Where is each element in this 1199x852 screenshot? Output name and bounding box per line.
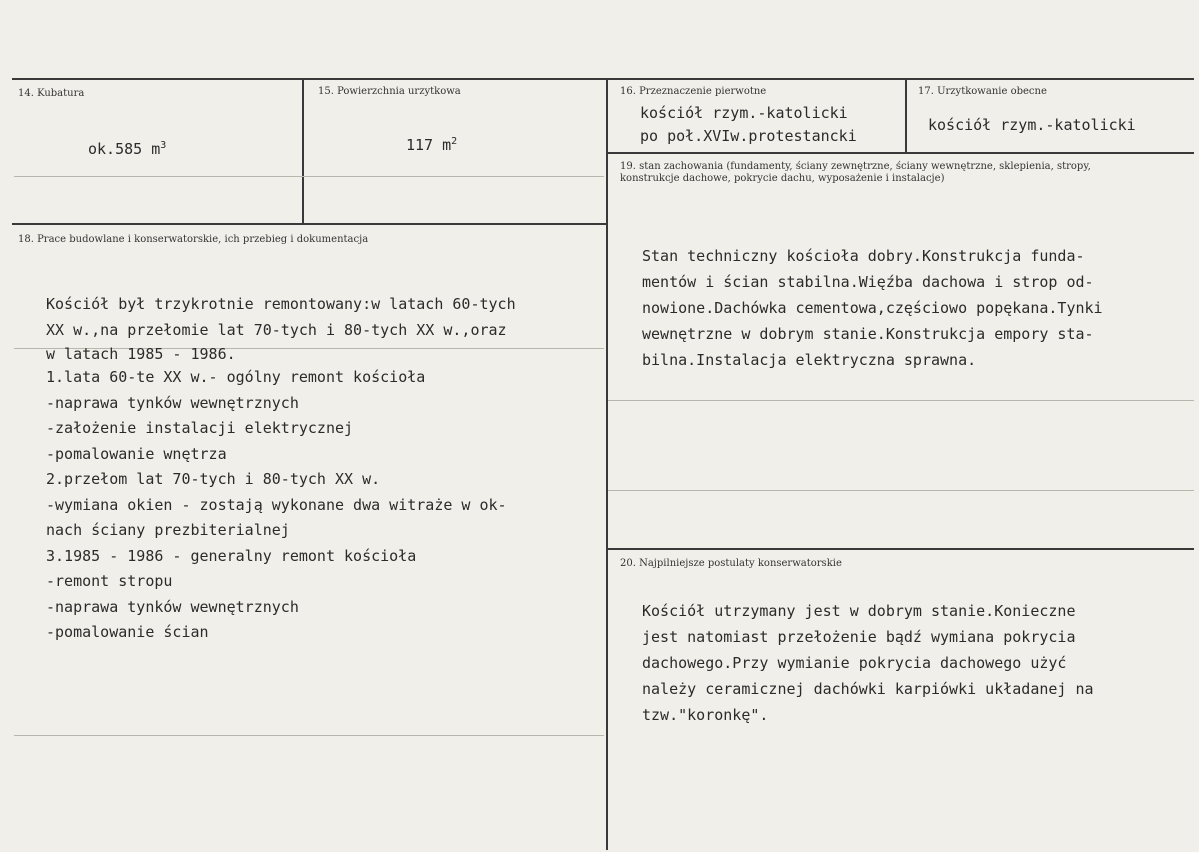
prace-line: -pomalowanie ścian [46,623,209,641]
stan-line: mentów i ścian stabilna.Więźba dachowa i strop od- [642,273,1094,291]
divider-14-15 [302,78,304,224]
prace-line: -pomalowanie wnętrza [46,444,227,463]
postulaty-line: tzw."koronkę". [642,706,769,724]
prace-label: 18. Prace budowlane i konserwatorskie, ich przebieg i dokumentacja [18,234,369,245]
prace-line: 2.przełom lat 70-tych i 80-tych XX w. [46,470,381,488]
powierzchnia-label: 15. Powierzchnia urzytkowa [318,86,461,97]
kubatura-unit-exponent: 3 [160,140,167,151]
row-divider-right-top [606,152,1194,154]
prace-line: 1.lata 60-te XX w.- ogólny remont kościoła [46,368,426,386]
prace-line: XX w.,na przełomie lat 70-tych i 80-tych XX w.,oraz [46,320,507,339]
row-divider-right-mid [606,548,1194,550]
przeznaczenie-label: 16. Przeznaczenie pierwotne [620,86,767,97]
powierzchnia-number: 117 m [406,136,452,154]
prace-line: 3.1985 - 1986 - generalny remont kościoła [46,546,417,565]
postulaty-lines [642,598,1094,728]
prace-line: -naprawa tynków wewnętrznych [46,393,299,412]
faint-rule [14,735,604,736]
prace-line: -założenie instalacji elektrycznej [46,419,354,437]
prace-line: -wymiana okien - zostają wykonane dwa witraże w ok- [46,495,507,514]
stan-line: bilna.Instalacja elektryczna sprawna. [642,351,977,369]
faint-rule [608,400,1194,401]
faint-rule [14,176,304,177]
stan-lines [642,243,1103,373]
prace-line: -naprawa tynków wewnętrznych [46,597,299,616]
kubatura-value [88,140,166,158]
prace-lines [46,292,516,646]
stan-label-line2: konstrukcje dachowe, pokrycie dachu, wyposażenie i instalacje) [620,173,945,184]
postulaty-line: należy ceramicznej dachówki karpiówki układanej na [642,680,1094,698]
postulaty-line: jest natomiast przełożenie bądź wymiana pokrycia [642,628,1076,646]
przeznaczenie-lines [640,102,857,148]
stan-label-line1: 19. stan zachowania (fundamenty, ściany zewnętrzne, ściany wewnętrzne, sklepienia, stropy, [620,161,1091,172]
row-divider-left [12,223,608,225]
postulaty-label: 20. Najpilniejsze postulaty konserwatorskie [620,558,842,569]
uzytkowanie-label: 17. Urzytkowanie obecne [918,86,1047,97]
faint-rule [608,490,1194,491]
przeznaczenie-line: po poł.XVIw.protestancki [640,127,857,145]
kubatura-number: ok.585 m [88,140,161,158]
top-border [12,78,1194,80]
divider-16-17 [905,78,907,154]
postulaty-line: Kościół utrzymany jest w dobrym stanie.Konieczne [642,602,1076,620]
stan-line: Stan techniczny kościoła dobry.Konstrukcja funda- [642,247,1085,265]
main-vertical-divider [606,78,608,850]
prace-line: Kościół był trzykrotnie remontowany:w latach 60-tych [46,295,516,313]
stan-line: nowione.Dachówka cementowa,częściowo popękana.Tynki [642,299,1103,317]
kubatura-label: 14. Kubatura [18,88,85,99]
prace-line: -remont stropu [46,572,173,590]
postulaty-line: dachowego.Przy wymianie pokrycia dachowego użyć [642,654,1067,672]
prace-line: nach ściany prezbiterialnej [46,521,290,539]
powierzchnia-value [406,136,457,154]
uzytkowanie-value: kościół rzym.-katolicki [928,116,1136,134]
przeznaczenie-line: kościół rzym.-katolicki [640,104,848,122]
prace-line: w latach 1985 - 1986. [46,345,236,363]
faint-rule [304,176,604,177]
stan-line: wewnętrzne w dobrym stanie.Konstrukcja empory sta- [642,325,1094,343]
powierzchnia-unit-exponent: 2 [451,136,458,147]
